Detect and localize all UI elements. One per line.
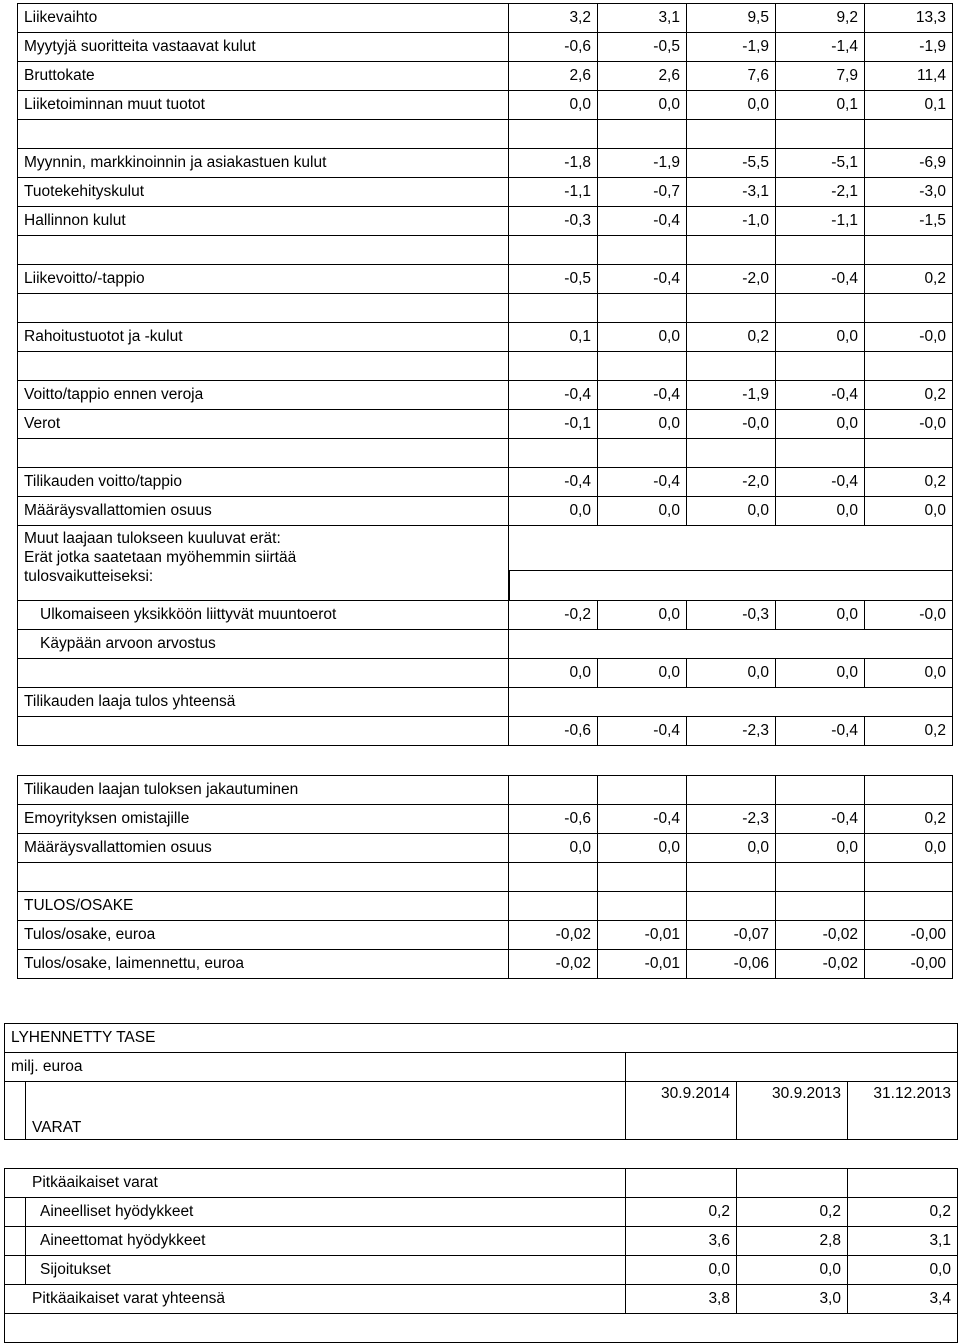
value-cell: 0,0 [598,323,687,352]
row-label: Sijoitukset [26,1256,626,1285]
value-cell: 0,1 [509,323,598,352]
value-cell: -0,01 [598,950,687,979]
value-cell: -0,0 [865,323,953,352]
table-row [18,91,953,120]
table-row [18,659,953,688]
row-label: Tuotekehityskulut [18,178,509,207]
value-cell: -0,0 [865,410,953,439]
table-row [18,834,953,863]
value-cell [598,294,687,323]
value-cell: -0,02 [509,950,598,979]
value-cell: -0,4 [776,381,865,410]
row-label: Emoyrityksen omistajille [18,805,509,834]
table-row [18,805,953,834]
value-cell: -2,3 [687,805,776,834]
value-cell [509,236,598,265]
empty-cell [5,1256,26,1285]
row-label: Liikevoitto/-tappio [18,265,509,294]
value-cell: 0,0 [687,834,776,863]
value-cell [776,439,865,468]
date-header: 30.9.2014 [626,1082,737,1140]
value-cell: 3,6 [626,1227,737,1256]
value-cell [509,688,953,717]
value-cell: 0,2 [848,1198,958,1227]
value-cell: 0,0 [776,834,865,863]
value-cell: 0,0 [598,659,687,688]
value-cell: 0,2 [865,381,953,410]
value-cell: -0,6 [509,805,598,834]
value-cell [598,439,687,468]
value-cell: 0,0 [598,601,687,630]
value-cell: 0,2 [687,323,776,352]
value-cell: -0,02 [509,921,598,950]
value-cell [687,439,776,468]
value-cell: 11,4 [865,62,953,91]
value-cell [598,120,687,149]
row-label: Määräysvallattomien osuus [18,497,509,526]
value-cell [865,863,953,892]
empty-cell [18,659,509,688]
table-row [5,1053,958,1082]
value-cell: 9,2 [776,4,865,33]
value-cell: 3,4 [848,1285,958,1314]
value-cell: -0,5 [598,33,687,62]
value-cell: -1,1 [776,207,865,236]
value-cell [509,352,598,381]
value-cell [598,352,687,381]
value-cell [687,294,776,323]
value-cell: -1,5 [865,207,953,236]
value-cell: -6,9 [865,149,953,178]
value-cell: -0,4 [776,468,865,497]
allocation-rows [18,776,953,979]
value-cell: 0,0 [865,659,953,688]
spacer-row [18,746,953,776]
fair-value-label: Käypään arvoon arvostus [18,630,509,659]
value-cell: -0,3 [687,601,776,630]
value-cell: -0,4 [509,381,598,410]
value-cell [865,892,953,921]
empty-cell [848,1169,958,1198]
value-cell [776,892,865,921]
value-cell [687,892,776,921]
table-row [18,892,953,921]
spacer-row [5,1314,958,1343]
value-cell: -1,4 [776,33,865,62]
value-cell: -0,02 [776,921,865,950]
table-row [18,630,953,659]
table-row [5,1024,958,1053]
table-row [18,468,953,497]
value-cell: 0,0 [687,659,776,688]
value-cell: -2,0 [687,265,776,294]
value-cell: -2,0 [687,468,776,497]
other-items-empty-cell [509,526,953,601]
value-cell: -1,9 [687,33,776,62]
table-row [5,1198,958,1227]
value-cell: -0,4 [598,468,687,497]
row-label [18,120,509,149]
other-comprehensive-heading [18,526,509,601]
value-cell: 0,0 [737,1256,848,1285]
empty-cell [5,1198,26,1227]
table-row [5,1285,958,1314]
value-cell [776,352,865,381]
table-row [18,381,953,410]
table-row [5,1256,958,1285]
value-cell: -0,0 [865,601,953,630]
value-cell: -0,06 [687,950,776,979]
value-cell: 7,9 [776,62,865,91]
value-cell: -2,3 [687,717,776,746]
value-cell [687,236,776,265]
value-cell [687,120,776,149]
value-cell [865,776,953,805]
value-cell [865,294,953,323]
value-cell: 0,0 [776,601,865,630]
value-cell: -0,6 [509,33,598,62]
value-cell: 0,2 [865,805,953,834]
value-cell: 0,0 [626,1256,737,1285]
date-header: 31.12.2013 [848,1082,958,1140]
value-cell: 13,3 [865,4,953,33]
row-label: Määräysvallattomien osuus [18,834,509,863]
empty-cell [18,746,953,776]
value-cell: -0,0 [687,410,776,439]
other-items-heading-text: Muut laajaan tulokseen kuuluvat erät: [24,530,281,547]
value-cell [509,776,598,805]
value-cell: 0,2 [865,717,953,746]
row-label: Tilikauden laajan tuloksen jakautuminen [18,776,509,805]
value-cell [509,120,598,149]
value-cell: -0,4 [598,207,687,236]
value-cell: -5,1 [776,149,865,178]
value-cell: 0,0 [865,497,953,526]
table-row [18,62,953,91]
row-label: Verot [18,410,509,439]
value-cell [509,863,598,892]
value-cell: 3,2 [509,4,598,33]
value-cell [687,776,776,805]
table-row [18,921,953,950]
table-row [5,1227,958,1256]
value-cell [598,863,687,892]
table-row [18,4,953,33]
value-cell: -3,0 [865,178,953,207]
table-row [18,601,953,630]
row-label [18,294,509,323]
other-comprehensive-section [18,526,953,776]
unit-label: milj. euroa [5,1053,626,1082]
value-cell: 0,0 [598,410,687,439]
row-label [18,439,509,468]
empty-cell [737,1169,848,1198]
table-row [18,178,953,207]
value-cell [865,352,953,381]
row-label [18,236,509,265]
value-cell: 2,8 [737,1227,848,1256]
value-cell [598,236,687,265]
value-cell: 3,1 [598,4,687,33]
value-cell: -0,4 [598,265,687,294]
value-cell: -0,00 [865,950,953,979]
value-cell: -0,00 [865,921,953,950]
other-items-sub2-text: tulosvaikutteiseksi: [24,568,154,585]
value-cell [598,776,687,805]
value-cell: 2,6 [598,62,687,91]
row-label: Rahoitustuotot ja -kulut [18,323,509,352]
table-row [18,323,953,352]
value-cell: -0,5 [509,265,598,294]
value-cell: 9,5 [687,4,776,33]
row-label: Aineettomat hyödykkeet [26,1227,626,1256]
value-cell [509,294,598,323]
income-statement-table [17,3,953,979]
value-cell: 0,1 [865,91,953,120]
value-cell: -0,3 [509,207,598,236]
value-cell: -0,07 [687,921,776,950]
row-label: TULOS/OSAKE [18,892,509,921]
value-cell: 0,0 [776,323,865,352]
value-cell [687,863,776,892]
value-cell [776,120,865,149]
table-row [18,410,953,439]
noncurrent-heading: Pitkäaikaiset varat [5,1169,626,1198]
table-row [18,497,953,526]
value-cell: -1,9 [687,381,776,410]
value-cell: 3,8 [626,1285,737,1314]
value-cell: 0,2 [737,1198,848,1227]
empty-cell [626,1169,737,1198]
table-row [18,149,953,178]
table-row [5,1169,958,1198]
value-cell: 2,6 [509,62,598,91]
value-cell: 0,0 [509,497,598,526]
value-cell: -3,1 [687,178,776,207]
value-cell: 0,0 [776,410,865,439]
varat-label: VARAT [26,1082,626,1140]
spacer-row [18,294,953,323]
value-cell [776,236,865,265]
spacer-row [18,120,953,149]
table-row [18,950,953,979]
value-cell: 0,0 [598,834,687,863]
value-cell [687,352,776,381]
value-cell: -0,4 [598,805,687,834]
row-label: Aineelliset hyödykkeet [26,1198,626,1227]
value-cell: 0,1 [776,91,865,120]
value-cell: -0,1 [509,410,598,439]
value-cell [776,294,865,323]
row-label: Tulos/osake, euroa [18,921,509,950]
spacer-row [18,439,953,468]
balance-rows [5,1024,958,1343]
table-row [18,688,953,717]
value-cell [598,892,687,921]
table-row [5,1082,958,1140]
value-cell [509,892,598,921]
value-cell: 0,0 [509,659,598,688]
value-cell [509,630,953,659]
translation-label: Ulkomaiseen yksikköön liittyvät muuntoerot [18,601,509,630]
row-label: Myynnin, markkinoinnin ja asiakastuen kulut [18,149,509,178]
row-label: Tilikauden voitto/tappio [18,468,509,497]
value-cell: 3,0 [737,1285,848,1314]
value-cell: -0,4 [509,468,598,497]
empty-cell [5,1314,958,1343]
value-cell: 0,0 [848,1256,958,1285]
balance-title: LYHENNETTY TASE [5,1024,958,1053]
value-cell: 0,0 [598,91,687,120]
value-cell: -0,4 [598,381,687,410]
empty-cell [5,1140,958,1169]
value-cell [776,776,865,805]
empty-cell [5,1227,26,1256]
row-label [18,863,509,892]
spacer-row [18,352,953,381]
date-header: 30.9.2013 [737,1082,848,1140]
value-cell [509,439,598,468]
table-row [18,265,953,294]
value-cell: 0,0 [509,834,598,863]
value-cell: -0,7 [598,178,687,207]
value-cell: -0,4 [776,265,865,294]
value-cell: 0,0 [687,91,776,120]
spacer-row [18,236,953,265]
value-cell: -1,8 [509,149,598,178]
empty-cell [626,1053,958,1082]
row-label: Hallinnon kulut [18,207,509,236]
value-cell: -0,02 [776,950,865,979]
value-cell: -0,2 [509,601,598,630]
row-label: Tulos/osake, laimennettu, euroa [18,950,509,979]
value-cell: 7,6 [687,62,776,91]
value-cell: 0,0 [509,91,598,120]
value-cell: -5,5 [687,149,776,178]
balance-sheet-table [4,1023,958,1343]
row-label: Myytyjä suoritteita vastaavat kulut [18,33,509,62]
value-cell: -1,9 [598,149,687,178]
row-label [18,352,509,381]
table-row [18,776,953,805]
value-cell: 3,1 [848,1227,958,1256]
row-label: Bruttokate [18,62,509,91]
value-cell [865,236,953,265]
table-row [18,717,953,746]
value-cell: 0,2 [865,265,953,294]
spacer-row [5,1140,958,1169]
value-cell: 0,0 [776,659,865,688]
value-cell: 0,0 [598,497,687,526]
value-cell: 0,2 [865,468,953,497]
total-label: Pitkäaikaiset varat yhteensä [5,1285,626,1314]
income-rows [18,4,953,526]
row-label: Voitto/tappio ennen veroja [18,381,509,410]
value-cell: -1,0 [687,207,776,236]
value-cell [776,863,865,892]
total-comprehensive-label: Tilikauden laaja tulos yhteensä [18,688,509,717]
value-cell [865,120,953,149]
value-cell: -0,4 [598,717,687,746]
value-cell: -0,4 [776,717,865,746]
row-label: Liiketoiminnan muut tuotot [18,91,509,120]
value-cell [865,439,953,468]
value-cell: -2,1 [776,178,865,207]
row-label: Liikevaihto [18,4,509,33]
table-row [18,207,953,236]
value-cell: -0,01 [598,921,687,950]
empty-cell [18,717,509,746]
value-cell: -0,6 [509,717,598,746]
spacer-row [18,863,953,892]
value-cell: 0,0 [865,834,953,863]
other-items-sub1-text: Erät jotka saatetaan myöhemmin siirtää [24,549,297,566]
table-row [18,33,953,62]
value-cell: -1,9 [865,33,953,62]
value-cell: 0,0 [776,497,865,526]
value-cell: 0,2 [626,1198,737,1227]
value-cell: 0,0 [687,497,776,526]
value-cell: -0,4 [776,805,865,834]
empty-cell [5,1082,26,1140]
value-cell: -1,1 [509,178,598,207]
